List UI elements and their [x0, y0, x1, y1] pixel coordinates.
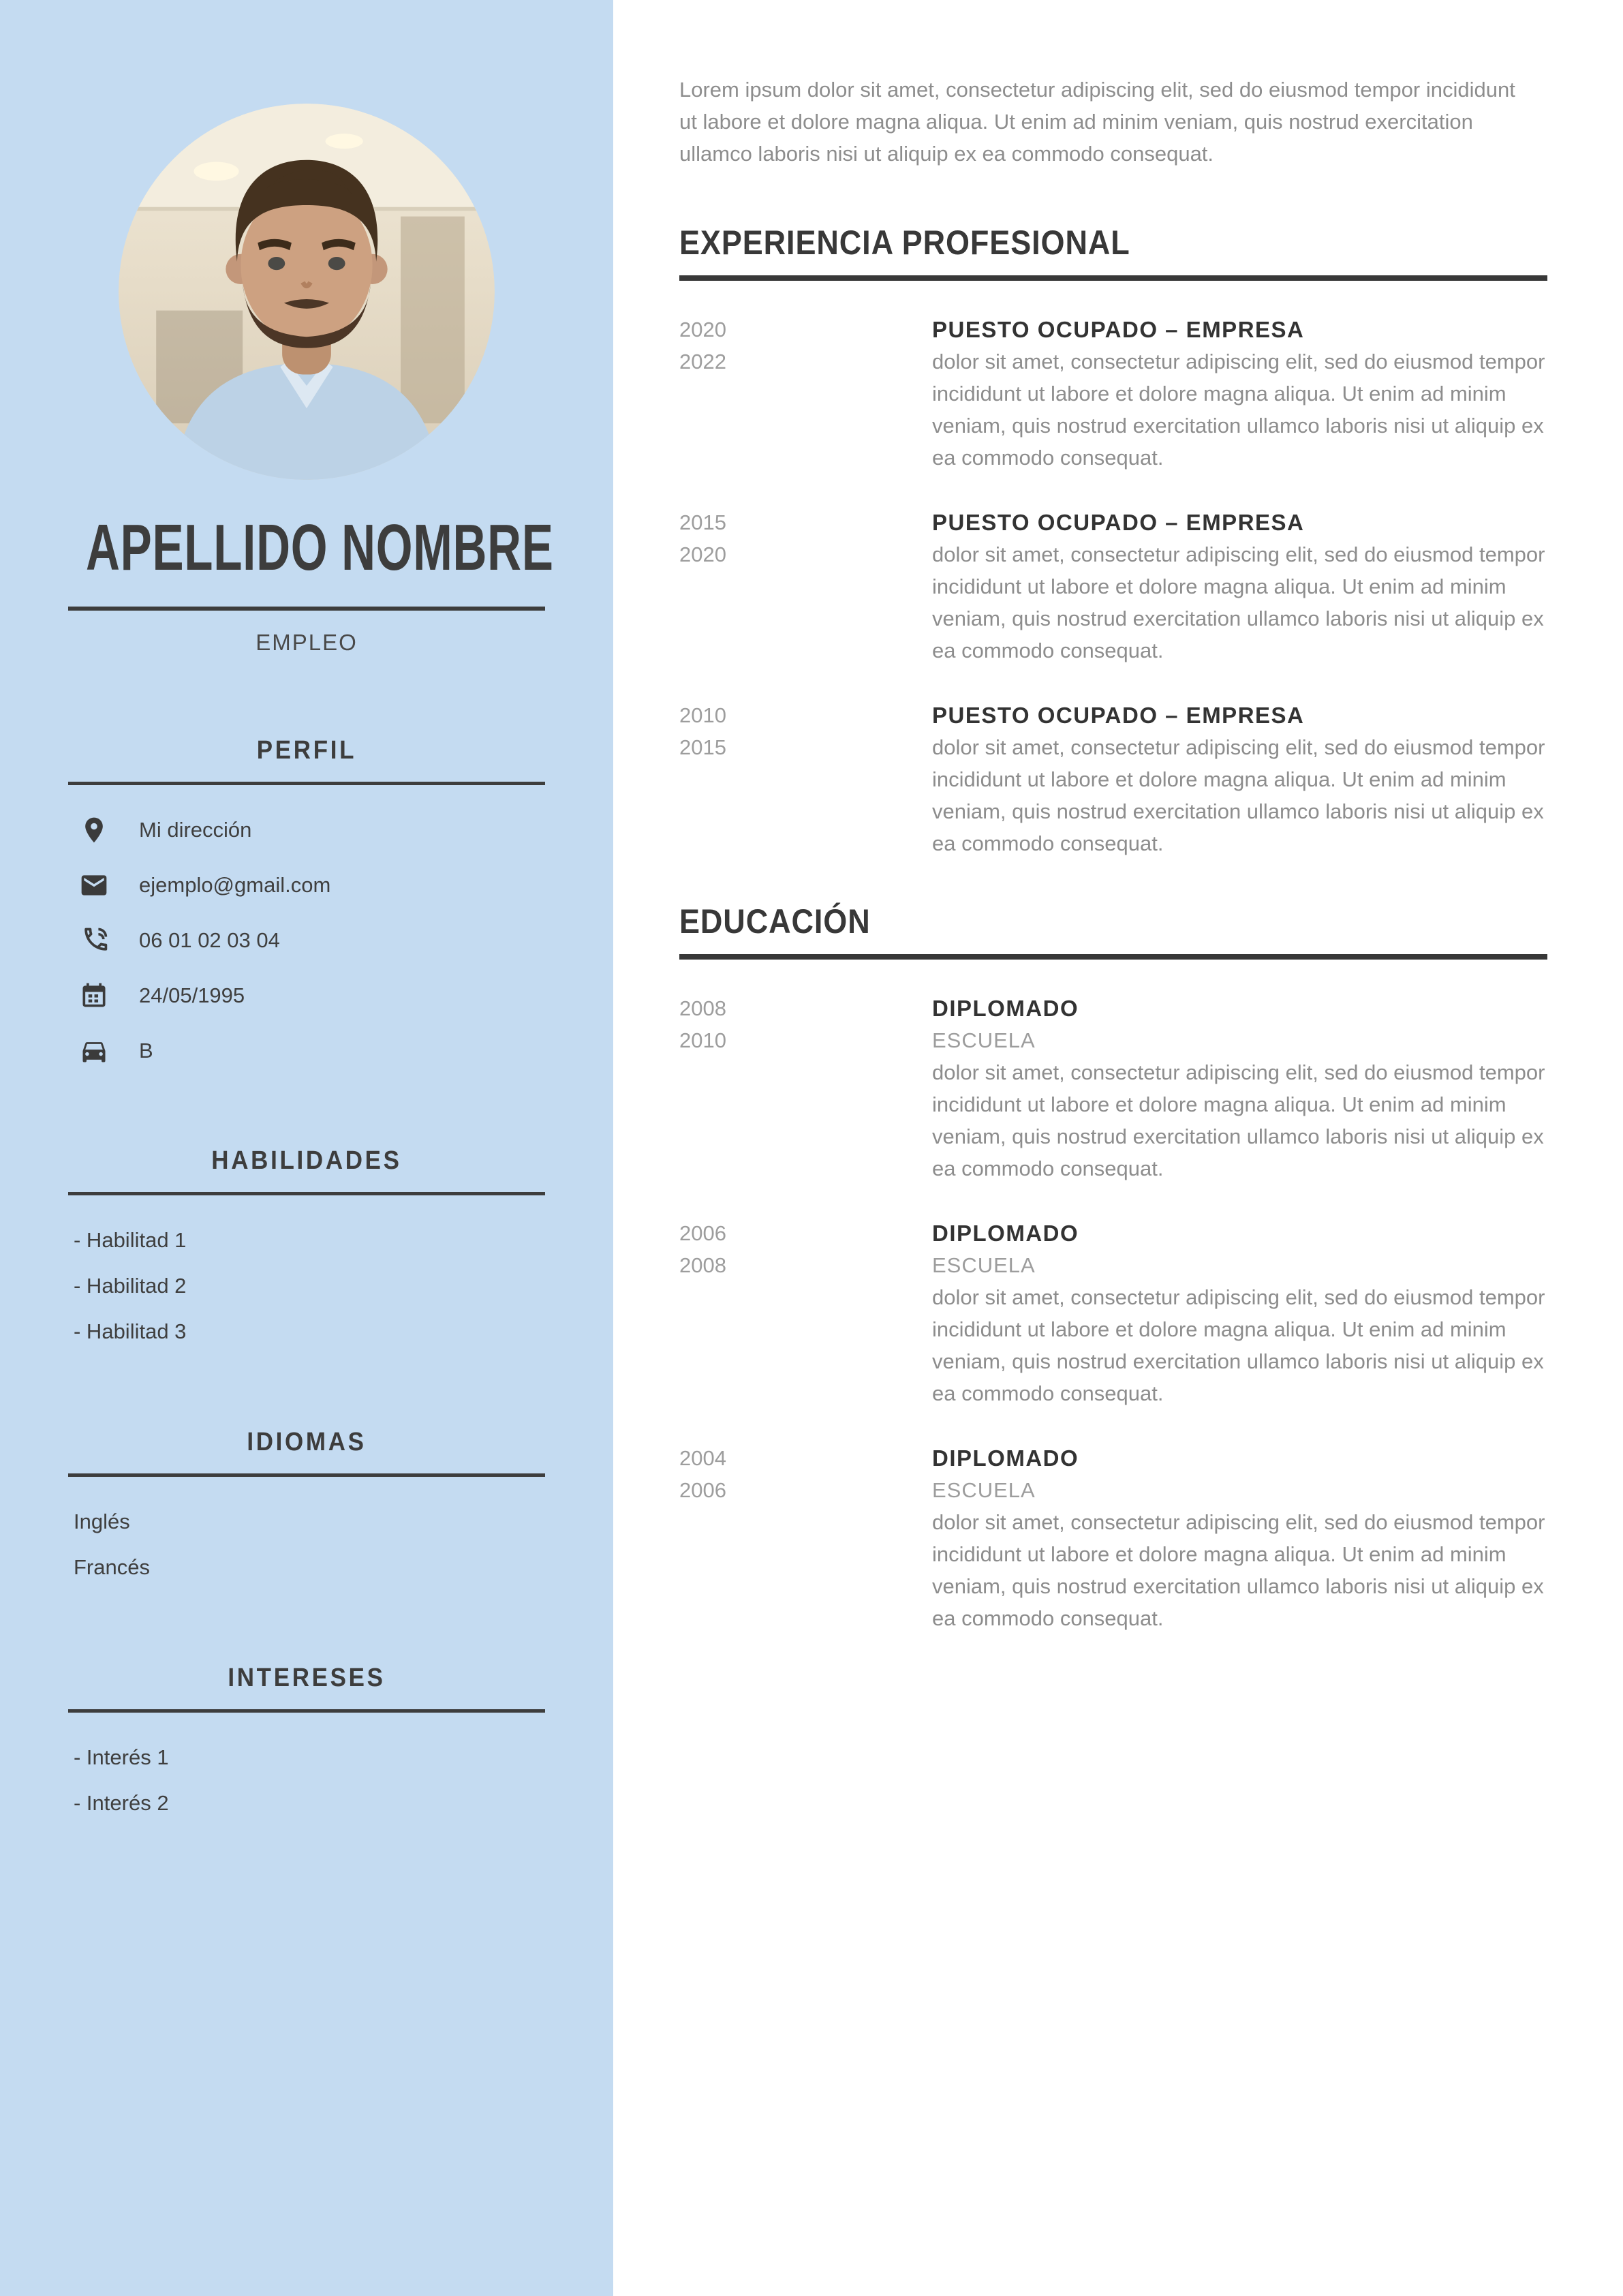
profile-photo-illustration [119, 104, 495, 480]
language-item: Francés [74, 1555, 150, 1579]
entry-description: dolor sit amet, consectetur adipiscing elit, sed do eiusmod tempor incididunt ut labore et dolore magna aliqua. Ut enim ad minim veniam, quis nostrud exercitation ullamco laboris nisi ut aliquip ex ea commodo consequat. [932, 735, 1545, 855]
interest-item: - Interés 1 [74, 1745, 169, 1769]
entry-years [679, 1217, 932, 1409]
phone-icon [79, 925, 109, 955]
experience-entry [679, 699, 1547, 859]
entry-school: ESCUELA [932, 1028, 1036, 1052]
skills-list [74, 1224, 613, 1347]
contact-address: Mi dirección [139, 818, 252, 842]
section-title-perfil: PERFIL [256, 736, 357, 765]
entry-end-year: 2010 [679, 1028, 726, 1052]
section-title-educacion: EDUCACIÓN [679, 902, 871, 940]
entry-description: dolor sit amet, consectetur adipiscing elit, sed do eiusmod tempor incididunt ut labore et dolore magna aliqua. Ut enim ad minim veniam, quis nostrud exercitation ullamco laboris nisi ut aliquip ex ea commodo consequat. [932, 1060, 1545, 1180]
perfil-divider [68, 782, 545, 785]
habilidades-divider [68, 1192, 545, 1195]
location-pin-icon [79, 815, 109, 845]
contact-row-address [79, 815, 613, 845]
entry-start-year: 2004 [679, 1446, 726, 1470]
entry-school: ESCUELA [932, 1478, 1036, 1502]
contact-birthdate: 24/05/1995 [139, 983, 245, 1007]
interest-item: - Interés 2 [74, 1791, 169, 1815]
skill-item: - Habilitad 2 [74, 1274, 187, 1298]
entry-school: ESCUELA [932, 1253, 1036, 1277]
calendar-icon [79, 981, 109, 1011]
entry-body [932, 506, 1547, 667]
entry-role-title: PUESTO OCUPADO – EMPRESA [932, 510, 1305, 535]
contact-row-birthdate [79, 981, 613, 1011]
entry-role-title: PUESTO OCUPADO – EMPRESA [932, 703, 1305, 728]
contact-row-email [79, 870, 613, 900]
section-title-experiencia: EXPERIENCIA PROFESIONAL [679, 224, 1130, 262]
entry-start-year: 2015 [679, 510, 726, 534]
entry-degree-title: DIPLOMADO [932, 1221, 1079, 1246]
entry-start-year: 2010 [679, 703, 726, 727]
entry-start-year: 2008 [679, 996, 726, 1020]
languages-list [74, 1505, 613, 1583]
experience-entry [679, 506, 1547, 667]
entry-body [932, 992, 1547, 1184]
car-icon [79, 1036, 109, 1066]
experience-entry [679, 313, 1547, 474]
entry-end-year: 2022 [679, 350, 726, 373]
contact-row-phone [79, 925, 613, 955]
profile-photo [119, 104, 495, 480]
contact-email: ejemplo@gmail.com [139, 873, 331, 897]
entry-description: dolor sit amet, consectetur adipiscing elit, sed do eiusmod tempor incididunt ut labore et dolore magna aliqua. Ut enim ad minim veniam, quis nostrud exercitation ullamco laboris nisi ut aliquip ex ea commodo consequat. [932, 1285, 1545, 1405]
idiomas-divider [68, 1473, 545, 1477]
skill-item: - Habilitad 3 [74, 1319, 187, 1343]
entry-body [932, 1442, 1547, 1634]
experiencia-divider [679, 275, 1547, 281]
entry-start-year: 2020 [679, 318, 726, 341]
entry-years [679, 506, 932, 667]
name-divider [68, 607, 545, 611]
education-entry [679, 992, 1547, 1184]
intereses-divider [68, 1709, 545, 1713]
entry-years [679, 313, 932, 474]
contact-phone: 06 01 02 03 04 [139, 928, 280, 952]
job-title: EMPLEO [256, 630, 358, 655]
email-icon [79, 870, 109, 900]
entry-degree-title: DIPLOMADO [932, 996, 1079, 1021]
section-title-habilidades: HABILIDADES [211, 1146, 402, 1175]
entry-body [932, 313, 1547, 474]
entry-degree-title: DIPLOMADO [932, 1445, 1079, 1471]
entry-years [679, 1442, 932, 1634]
section-title-intereses: INTERESES [228, 1664, 386, 1692]
entry-description: dolor sit amet, consectetur adipiscing elit, sed do eiusmod tempor incididunt ut labore et dolore magna aliqua. Ut enim ad minim veniam, quis nostrud exercitation ullamco laboris nisi ut aliquip ex ea commodo consequat. [932, 350, 1545, 470]
sidebar [0, 0, 613, 2296]
entry-role-title: PUESTO OCUPADO – EMPRESA [932, 317, 1305, 342]
education-entry [679, 1442, 1547, 1634]
entry-end-year: 2006 [679, 1478, 726, 1502]
education-entry [679, 1217, 1547, 1409]
entry-start-year: 2006 [679, 1221, 726, 1245]
main-column [679, 0, 1547, 1634]
person-name: APELLIDO NOMBRE [86, 511, 554, 584]
entry-years [679, 699, 932, 859]
educacion-divider [679, 954, 1547, 960]
language-item: Inglés [74, 1510, 130, 1533]
contact-list [79, 815, 613, 1066]
entry-body [932, 1217, 1547, 1409]
entry-description: dolor sit amet, consectetur adipiscing elit, sed do eiusmod tempor incididunt ut labore et dolore magna aliqua. Ut enim ad minim veniam, quis nostrud exercitation ullamco laboris nisi ut aliquip ex ea commodo consequat. [932, 1510, 1545, 1630]
entry-years [679, 992, 932, 1184]
interests-list [74, 1741, 613, 1819]
contact-row-license [79, 1036, 613, 1066]
profile-summary: Lorem ipsum dolor sit amet, consectetur adipiscing elit, sed do eiusmod tempor incididunt ut labore et dolore magna aliqua. Ut enim ad minim veniam, quis nostrud exercitation ullamco laboris nisi ut aliquip ex ea commodo consequat. [679, 78, 1515, 166]
entry-body [932, 699, 1547, 859]
section-title-idiomas: IDIOMAS [247, 1428, 367, 1456]
entry-end-year: 2020 [679, 542, 726, 566]
entry-description: dolor sit amet, consectetur adipiscing elit, sed do eiusmod tempor incididunt ut labore et dolore magna aliqua. Ut enim ad minim veniam, quis nostrud exercitation ullamco laboris nisi ut aliquip ex ea commodo consequat. [932, 542, 1545, 662]
entry-end-year: 2008 [679, 1253, 726, 1277]
contact-license: B [139, 1039, 153, 1062]
skill-item: - Habilitad 1 [74, 1228, 187, 1252]
entry-end-year: 2015 [679, 735, 726, 759]
